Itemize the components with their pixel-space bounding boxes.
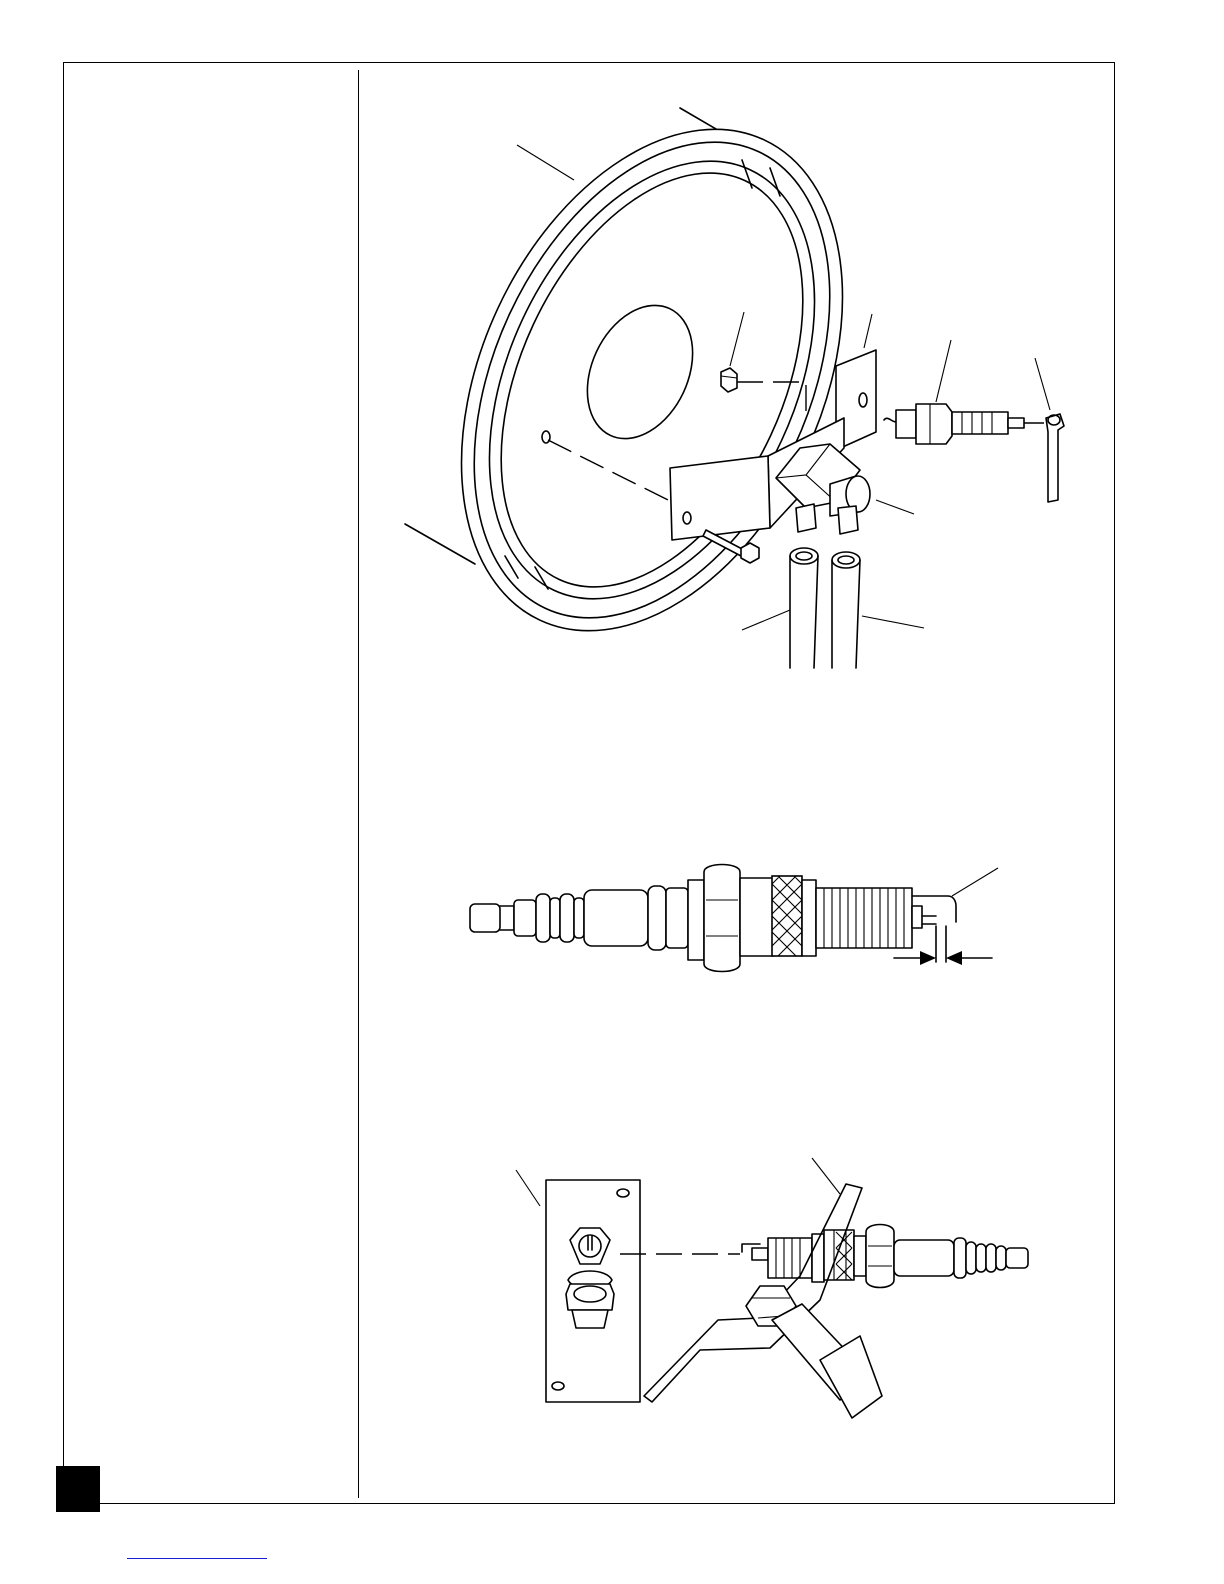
spark-plug-electrode-gap <box>470 865 998 972</box>
bracket-front-view <box>546 1180 640 1402</box>
spark-plug-knurled-collar <box>740 876 816 956</box>
spark-plug-side-view <box>742 1225 1028 1288</box>
gap-callout-leader <box>952 868 998 896</box>
heater-burner-exploded-view <box>386 68 1064 692</box>
fuel-hoses <box>790 548 860 668</box>
hex-nut <box>721 368 737 392</box>
spark-plug-hex-body <box>688 865 740 972</box>
spark-plug-small <box>884 404 1024 444</box>
spark-plug-terminal <box>470 886 688 950</box>
spark-plug-threads <box>816 888 922 948</box>
mounting-hole <box>542 431 550 443</box>
spark-plug-bracket-alignment <box>516 1158 1028 1418</box>
ignition-wire-boot <box>1046 414 1064 502</box>
